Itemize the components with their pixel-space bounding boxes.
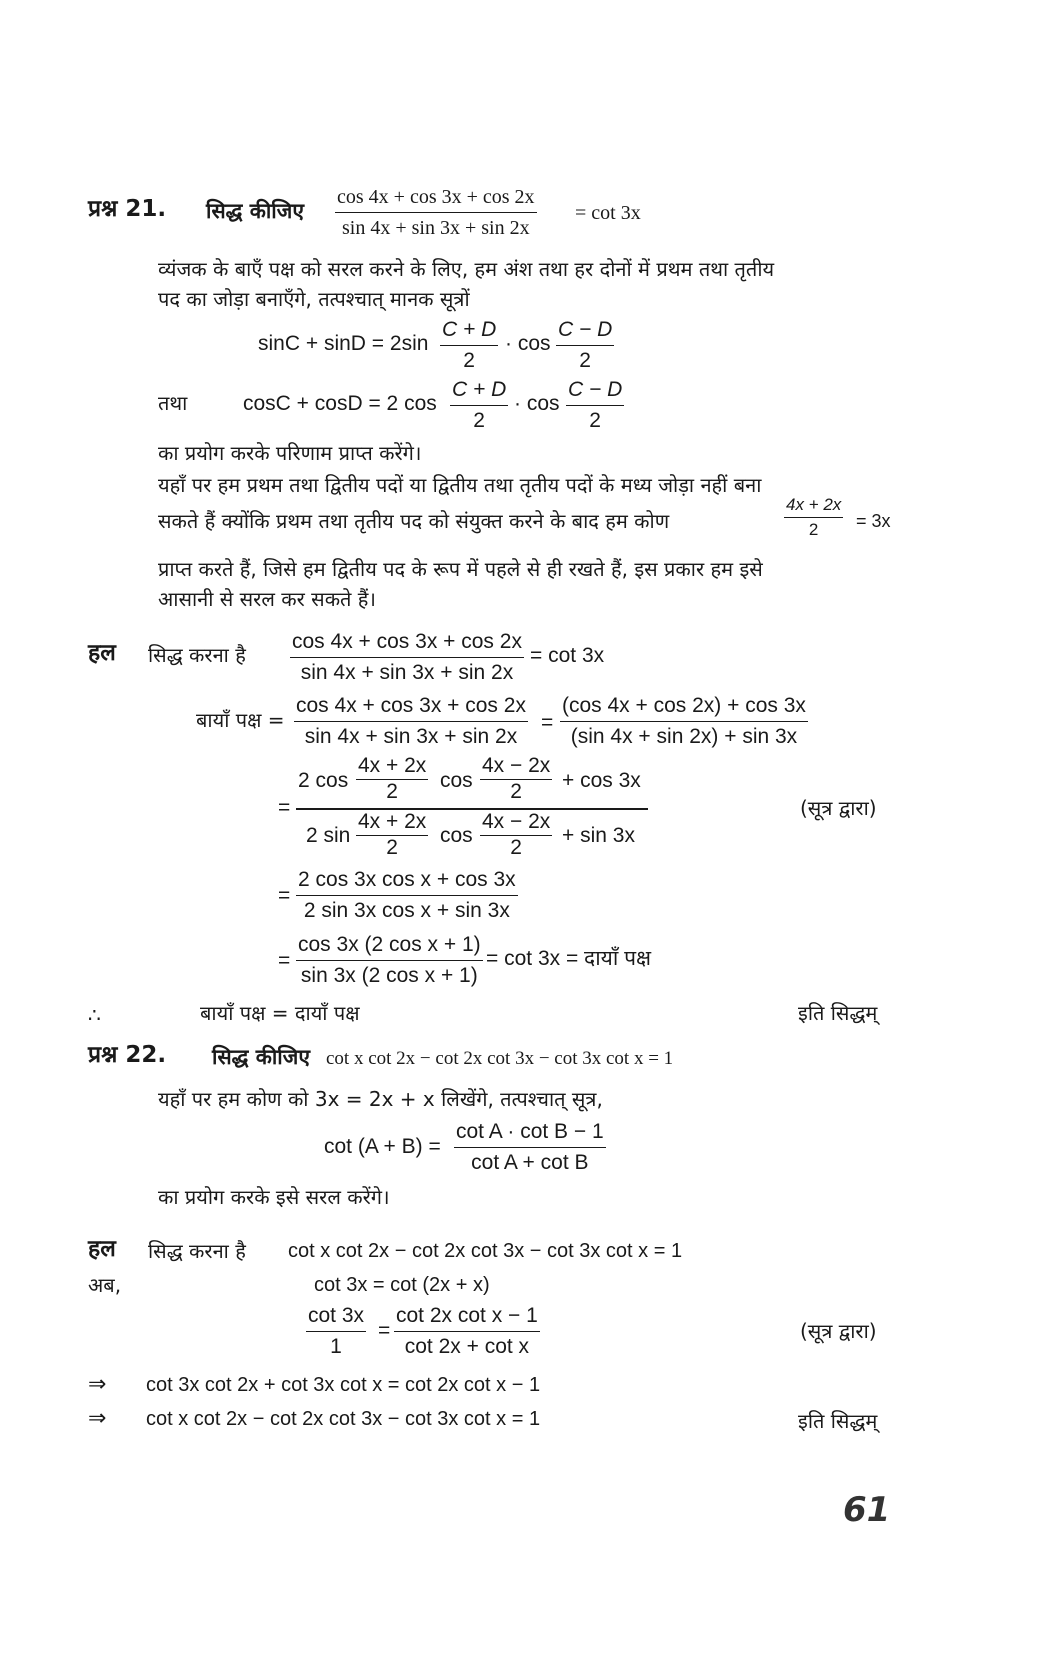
formula-cos-sum-d1: 2 <box>473 409 485 432</box>
sol21-step5-den: sin 3x (2 cos x + 1) <box>300 964 478 987</box>
sol21-qed: इति सिद्धम् <box>798 1001 878 1025</box>
q21-rhs: = cot 3x <box>575 202 641 224</box>
formula-sin-sum-frac2 <box>556 316 614 375</box>
sol21-step5-num: cos 3x (2 cos x + 1) <box>296 931 483 961</box>
implies-arrow-2: ⇒ <box>88 1406 107 1431</box>
sol21-step3-den-f1d: 2 <box>386 836 398 859</box>
sol21-step3-den-f2n: 4x − 2x <box>480 810 552 836</box>
sol21-main-fraction <box>290 628 524 687</box>
q21-para2-line4: आसानी से सरल कर सकते हैं। <box>158 587 377 611</box>
sol21-step2-den: (sin 4x + sin 2x) + sin 3x <box>570 725 798 748</box>
q22-prove-text: सिद्ध कीजिए <box>212 1045 310 1069</box>
sol21-lhs-label: बायाँ पक्ष = <box>196 708 285 732</box>
sol21-step2-fraction <box>560 692 808 751</box>
sol21-main-num: cos 4x + cos 3x + cos 2x <box>290 628 524 658</box>
sol21-step5-fraction <box>296 931 483 990</box>
q22-formula-num: cot A · cot B − 1 <box>454 1118 606 1148</box>
sol22-to-prove: सिद्ध करना है <box>148 1239 246 1263</box>
sol21-step3-den-b: cos <box>440 824 473 847</box>
q22-expression: cot x cot 2x − cot 2x cot 3x − cot 3x cot x = 1 <box>326 1048 674 1069</box>
sol21-step1-fraction <box>294 692 528 751</box>
formula-cos-sum-n1: C + D <box>452 378 507 401</box>
sol22-hal: हल <box>88 1236 116 1262</box>
sol21-step5-eq: = <box>278 949 291 972</box>
implies-arrow-1: ⇒ <box>88 1372 107 1397</box>
sol21-step4-num: 2 cos 3x cos x + cos 3x <box>296 866 518 896</box>
sol21-step3-den-f2d: 2 <box>510 836 522 859</box>
q21-para2-line3: प्राप्त करते हैं, जिसे हम द्वितीय पद के रूप में पहले से ही रखते हैं, इस प्रकार हम इसे <box>158 557 763 581</box>
q22-formula-lhs: cot (A + B) = <box>324 1135 441 1158</box>
formula-sin-sum-d2: 2 <box>579 349 591 372</box>
sol21-step3-den-c: + sin 3x <box>562 824 635 847</box>
q21-para2-frac-rhs: = 3x <box>856 511 891 531</box>
sol22-fraction-left-num: cot 3x <box>306 1302 366 1332</box>
sol21-step5-rhs: = cot 3x = दायाँ पक्ष <box>486 947 652 970</box>
sol21-step4-fraction <box>296 866 518 925</box>
q21-label: प्रश्न 21. <box>88 196 167 222</box>
sol22-line1: cot 3x = cot (2x + x) <box>314 1274 490 1296</box>
q22-use-line: का प्रयोग करके इसे सरल करेंगे। <box>158 1185 390 1209</box>
sol21-step3-den-f1n: 4x + 2x <box>356 810 428 836</box>
q21-numerator: cos 4x + cos 3x + cos 2x <box>335 183 537 213</box>
sol21-step3-num-frac1 <box>356 754 428 803</box>
sol21-main-den: sin 4x + sin 3x + sin 2x <box>300 661 514 684</box>
sol21-step3-num-b: cos <box>440 769 473 792</box>
sol21-step3-num-f1n: 4x + 2x <box>356 754 428 780</box>
sol22-fraction-left-den: 1 <box>330 1335 342 1358</box>
sol21-step1-den: sin 4x + sin 3x + sin 2x <box>304 725 518 748</box>
page-number: 61 <box>843 1490 891 1530</box>
q22-formula-den: cot A + cot B <box>471 1151 589 1174</box>
sol21-step3-eq: = <box>278 796 291 819</box>
q21-para2-fraction <box>784 494 843 541</box>
sol21-main-rhs: = cot 3x <box>530 644 605 667</box>
sol21-step3-den-frac1 <box>356 810 428 859</box>
sol21-hal: हल <box>88 640 116 666</box>
sol21-step3-num-a: 2 cos <box>298 769 349 792</box>
q21-fraction <box>335 183 537 242</box>
sol22-expression: cot x cot 2x − cot 2x cot 3x − cot 3x cot x = 1 <box>288 1240 683 1262</box>
q21-para2-frac-den: 2 <box>808 520 819 539</box>
formula-cos-sum-frac2 <box>566 376 624 435</box>
formula-cos-sum-lhs: cosC + cosD = 2 cos <box>243 392 437 415</box>
sol21-step3-den-frac2 <box>480 810 552 859</box>
sol22-fraction-left <box>306 1302 366 1361</box>
sol21-final-line: बायाँ पक्ष = दायाँ पक्ष <box>200 1001 360 1025</box>
sol21-step1-num: cos 4x + cos 3x + cos 2x <box>294 692 528 722</box>
formula-sin-sum-mid: · cos <box>505 332 551 355</box>
sol22-line2: cot 3x cot 2x + cot 3x cot x = cot 2x cot x − 1 <box>146 1374 541 1396</box>
formula-sin-sum-n2: C − D <box>558 318 613 341</box>
q21-denominator: sin 4x + sin 3x + sin 2x <box>341 217 530 239</box>
formula-sin-sum-lhs: sinC + sinD = 2sin <box>258 332 429 355</box>
sol22-ab: अब, <box>88 1273 122 1297</box>
sol21-step1-eq: = <box>541 711 554 734</box>
q22-formula-fraction <box>454 1118 606 1177</box>
q21-intro-line2: पद का जोड़ा बनाएँगे, तत्पश्चात् मानक सूत्रों <box>158 287 470 311</box>
sol21-step3-den-a: 2 sin <box>306 824 351 847</box>
q21-para2-line2: सकते हैं क्योंकि प्रथम तथा तृतीय पद को संयुक्त करने के बाद हम कोण <box>158 509 670 533</box>
sol21-step4-den: 2 sin 3x cos x + sin 3x <box>303 899 510 922</box>
sol21-step3-num-f1d: 2 <box>386 780 398 803</box>
q21-para2-line1: यहाँ पर हम प्रथम तथा द्वितीय पदों या द्वितीय तथा तृतीय पदों के मध्य जोड़ा नहीं बना <box>158 473 762 497</box>
sol22-fraction-right-num: cot 2x cot x − 1 <box>394 1302 540 1332</box>
formula-sin-sum-frac1 <box>440 316 498 375</box>
sol21-step3-main-bar <box>296 808 648 810</box>
formula-sin-sum-n1: C + D <box>442 318 497 341</box>
sol22-qed: इति सिद्धम् <box>798 1409 878 1433</box>
formula-cos-sum-d2: 2 <box>589 409 601 432</box>
q21-prove-text: सिद्ध कीजिए <box>206 199 304 223</box>
sol21-step3-num-f2d: 2 <box>510 780 522 803</box>
q22-label: प्रश्न 22. <box>88 1042 167 1068</box>
q21-para2-frac-num: 4x + 2x <box>786 495 842 514</box>
sol21-step4-eq: = <box>278 884 291 907</box>
formula-cos-sum-mid: · cos <box>514 392 560 415</box>
therefore-symbol: ∴ <box>88 1003 101 1027</box>
tatha-label: तथा <box>158 391 188 415</box>
sol22-fraction-eq: = <box>378 1319 391 1342</box>
sol22-sutra-note: (सूत्र द्वारा) <box>800 1319 877 1343</box>
sol21-sutra-note: (सूत्र द्वारा) <box>800 796 877 820</box>
formula-cos-sum-frac1 <box>450 376 508 435</box>
sol21-step3-num-f2n: 4x − 2x <box>480 754 552 780</box>
q21-intro-line1: व्यंजक के बाएँ पक्ष को सरल करने के लिए, हम अंश तथा हर दोनों में प्रथम तथा तृतीय <box>158 257 775 281</box>
sol22-fraction-right-den: cot 2x + cot x <box>404 1335 530 1358</box>
formula-sin-sum-d1: 2 <box>463 349 475 372</box>
q21-use-line: का प्रयोग करके परिणाम प्राप्त करेंगे। <box>158 441 422 465</box>
sol21-step2-num: (cos 4x + cos 2x) + cos 3x <box>560 692 808 722</box>
sol21-to-prove: सिद्ध करना है <box>148 643 246 667</box>
q22-intro: यहाँ पर हम कोण को 3x = 2x + x लिखेंगे, तत्पश्चात् सूत्र, <box>158 1087 603 1111</box>
sol22-fraction-right <box>394 1302 540 1361</box>
sol21-step3-num-frac2 <box>480 754 552 803</box>
sol22-line3: cot x cot 2x − cot 2x cot 3x − cot 3x cot x = 1 <box>146 1408 541 1430</box>
formula-cos-sum-n2: C − D <box>568 378 623 401</box>
sol21-step3-num-c: + cos 3x <box>562 769 641 792</box>
